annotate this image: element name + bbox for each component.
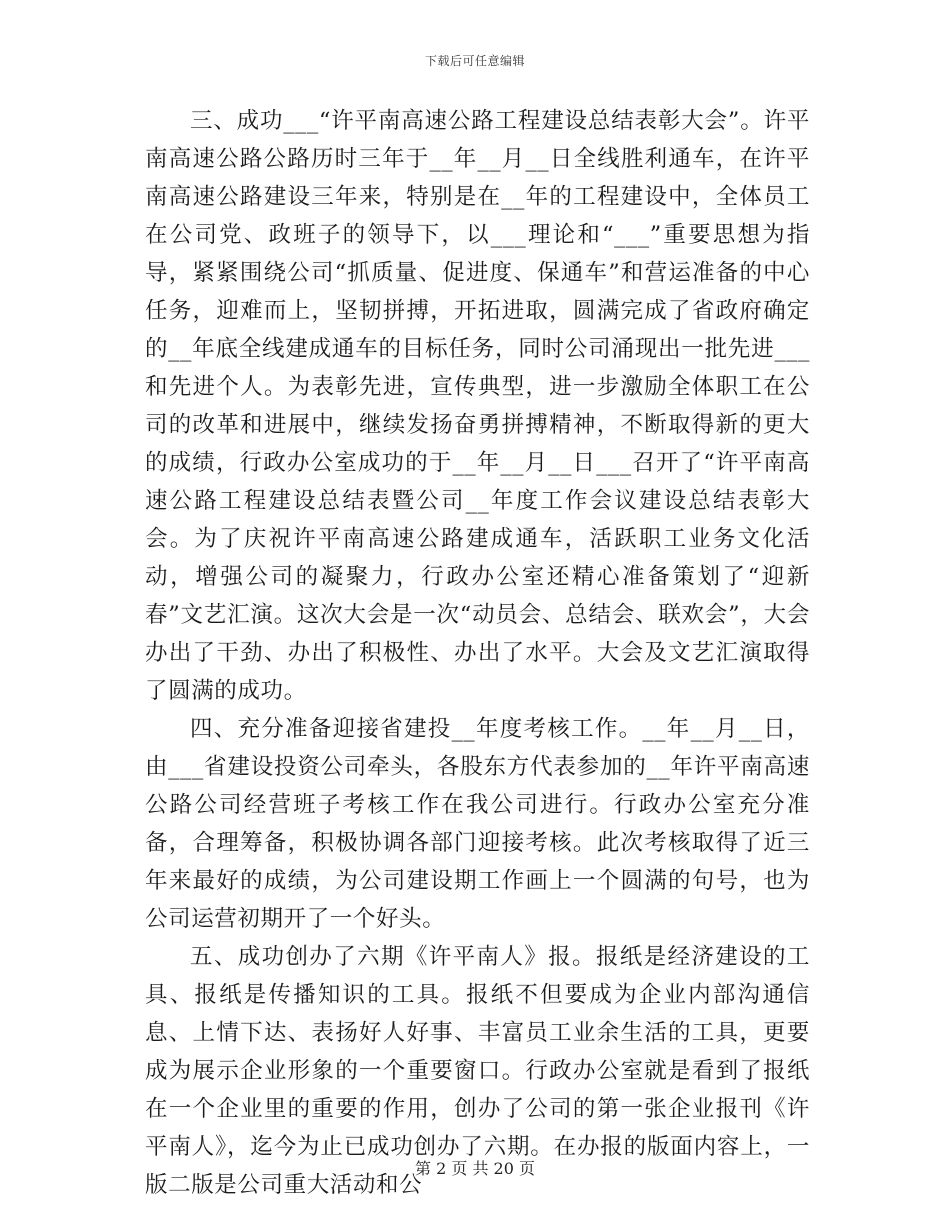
paragraph-section-4: 四、充分准备迎接省建投__年度考核工作。__年__月__日，由___省建设投资公司牵头，各股东方代表参加的__年许平南高速公路公司经营班子考核工作在我公司进行。行政办公室充分准备，合理筹备，积极协调各部门迎接考核。此次考核取得了近三年来最好的成绩，为公司建设期工作画上一个圆满的句号，也为公司运营初期开了一个好头。 (145, 716, 810, 932)
paragraph-section-5: 五、成功创办了六期《许平南人》报。报纸是经济建设的工具、报纸是传播知识的工具。报纸不但要成为企业内部沟通信息、上情下达、表扬好人好事、丰富员工业余生活的工具，更要成为展示企业形象的一个重要窗口。行政办公室就是看到了报纸在一个企业里的重要的作用，创办了公司的第一张企业报刊《许平南人》，迄今为止已成功创办了六期。在办报的版面内容上，一版二版是公司重大活动和公 (145, 944, 810, 1198)
paragraph-section-3: 三、成功___“许平南高速公路工程建设总结表彰大会”。许平南高速公路公路历时三年于__年__月__日全线胜利通车，在许平南高速公路建设三年来，特别是在__年的工程建设中，全体员工在公司党、政班子的领导下，以___理论和“___”重要思想为指导，紧紧围绕公司“抓质量、促进度、保通车”和营运准备的中心任务，迎难而上，坚韧拼搏，开拓进取，圆满完成了省政府确定的__年底全线建成通车的目标任务，同时公司涌现出一批先进___和先进个人。为表彰先进，宣传典型，进一步激励全体职工在公司的改革和进展中，继续发扬奋勇拼搏精神，不断取得新的更大的成绩，行政办公室成功的于__年__月__日___召开了“许平南高速公路工程建设总结表暨公司__年度工作会议建设总结表彰大会。为了庆祝许平南高速公路建成通车，活跃职工业务文化活动，增强公司的凝聚力，行政办公室还精心准备策划了“迎新春”文艺汇演。这次大会是一次“动员会、总结会、联欢会”，大会办出了干劲、办出了积极性、办出了水平。大会及文艺汇演取得了圆满的成功。 (145, 108, 810, 704)
document-body (145, 102, 810, 1204)
page-number-footer: 第 2 页 共 20 页 (415, 1159, 535, 1178)
page-header-note: 下载后可任意编辑 (424, 54, 525, 68)
